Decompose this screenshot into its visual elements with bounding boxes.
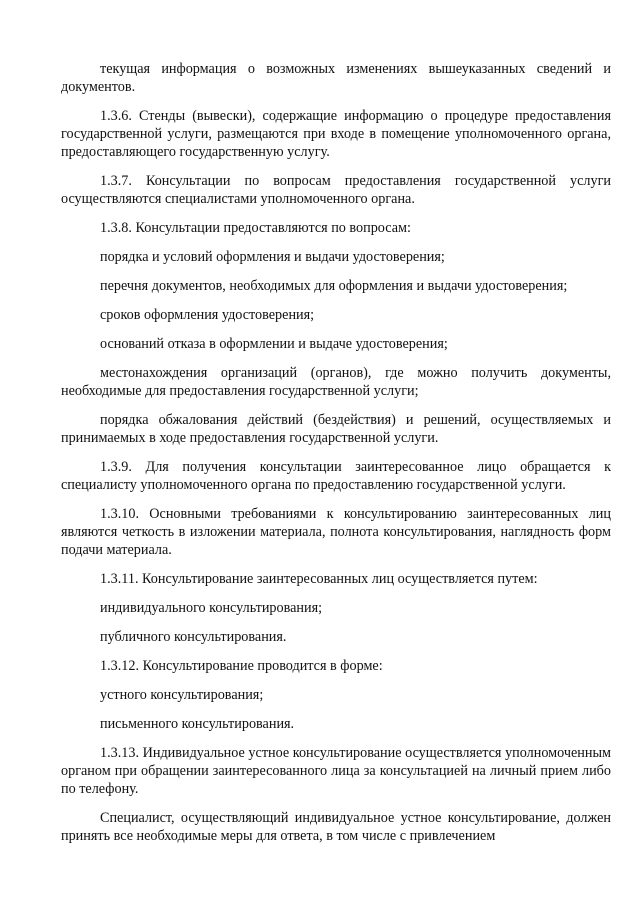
list-item: индивидуального консультирования;	[100, 600, 323, 616]
paragraph-1-3-6: 1.3.6. Стенды (вывески), содержащие информацию о процедуре предоставления государственной услуги, размещаются при входе в помещение уполномоченного органа, предоставляющего государственную услугу.	[61, 108, 611, 160]
list-item: письменного консультирования.	[100, 716, 295, 732]
paragraph-1-3-9: 1.3.9. Для получения консультации заинтересованное лицо обращается к специалисту уполномоченного органа по предоставлению государственной услуги.	[61, 459, 611, 493]
paragraph-1-3-12: 1.3.12. Консультирование проводится в форме:	[100, 658, 383, 674]
list-item: сроков оформления удостоверения;	[100, 307, 315, 323]
paragraph-continuation: текущая информация о возможных изменениях вышеуказанных сведений и документов.	[61, 61, 611, 95]
document-page	[61, 60, 611, 856]
paragraph-1-3-10: 1.3.10. Основными требованиями к консультированию заинтересованных лиц являются четкость в изложении материала, полнота консультирования, наглядность форм подачи материала.	[61, 506, 611, 558]
list-item: публичного консультирования.	[100, 629, 287, 645]
list-item: оснований отказа в оформлении и выдаче удостоверения;	[100, 336, 448, 352]
paragraph-1-3-8: 1.3.8. Консультации предоставляются по вопросам:	[100, 220, 411, 236]
paragraph-1-3-7: 1.3.7. Консультации по вопросам предоставления государственной услуги осуществляются специалистами уполномоченного органа.	[61, 173, 611, 207]
list-item: местонахождения организаций (органов), где можно получить документы, необходимые для предоставления государственной услуги;	[61, 365, 611, 399]
list-item: порядка обжалования действий (бездействия) и решений, осуществляемых и принимаемых в ходе предоставления государственной услуги.	[61, 412, 611, 446]
list-item: перечня документов, необходимых для оформления и выдачи удостоверения;	[100, 278, 568, 294]
list-item: устного консультирования;	[100, 687, 264, 703]
paragraph-specialist: Специалист, осуществляющий индивидуальное устное консультирование, должен принять все необходимые меры для ответа, в том числе с привлечением	[61, 810, 611, 844]
paragraph-1-3-13: 1.3.13. Индивидуальное устное консультирование осуществляется уполномоченным органом при обращении заинтересованного лица за консультацией на личный прием либо по телефону.	[61, 745, 611, 797]
list-item: порядка и условий оформления и выдачи удостоверения;	[100, 249, 445, 265]
paragraph-1-3-11: 1.3.11. Консультирование заинтересованных лиц осуществляется путем:	[100, 571, 538, 587]
